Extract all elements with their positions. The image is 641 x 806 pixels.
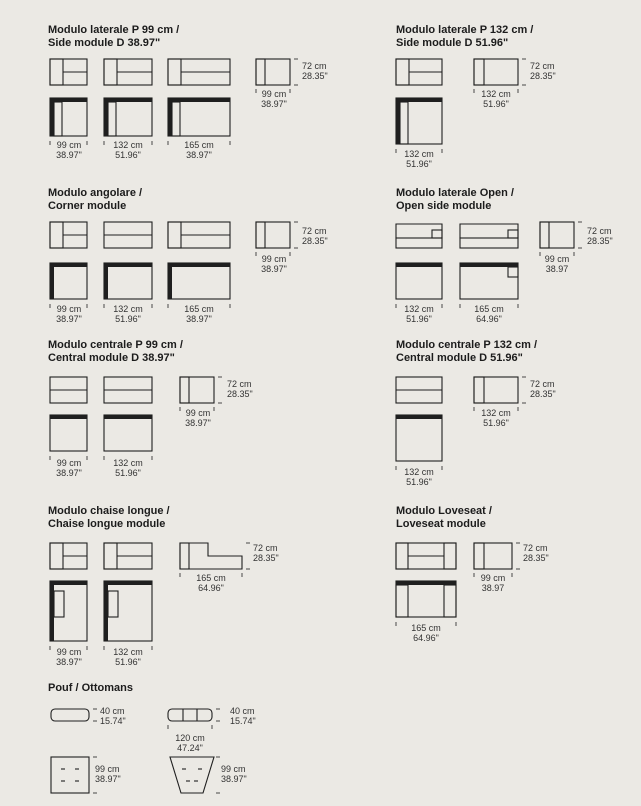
chaise-elevation-132: [104, 543, 152, 569]
central99-elevation-99: [50, 377, 87, 403]
dim-width-132: 132 cm 51.96": [113, 647, 143, 667]
dim-depth: 99 cm 38.97": [95, 764, 121, 784]
dim-depth: 99 cm 38.97": [185, 408, 211, 428]
dim-depth: 132 cm 51.96": [481, 408, 511, 428]
side132-elevation: [396, 59, 442, 85]
dim-height: 72 cm 28.35": [587, 226, 613, 246]
dim-width-132: 132 cm 51.96": [404, 149, 434, 169]
corner-elevation-99: [50, 222, 87, 248]
corner-elevation-132: [104, 222, 152, 248]
title-en: Loveseat module: [396, 518, 486, 530]
corner-elevation-165: [168, 222, 230, 248]
title-it: Modulo Loveseat /: [396, 505, 492, 517]
dim-width-132: 132 cm 51.96": [404, 304, 434, 324]
dim-width-132: 132 cm 51.96": [113, 458, 143, 478]
dim-height: 40 cm 15.74": [230, 706, 256, 726]
title-en: Corner module: [48, 200, 127, 212]
side99-elevation-132: [104, 59, 152, 85]
dim-height: 72 cm 28.35": [227, 379, 253, 399]
side99-elevation-99: [50, 59, 87, 85]
title-it: Modulo centrale P 132 cm /: [396, 339, 538, 351]
dim-height: 40 cm 15.74": [100, 706, 126, 726]
open-side-view: [540, 222, 582, 256]
dim-width-165: 165 cm 64.96": [474, 304, 504, 324]
corner-plan-165: [168, 263, 230, 308]
title-it: Modulo laterale Open /: [396, 187, 514, 199]
corner-plan-99: [50, 263, 87, 308]
dim-depth: 99 cm 38.97": [261, 254, 287, 274]
chaise-side-view: [180, 543, 250, 577]
open-plan-165: [460, 263, 518, 308]
pouf-plan-square: [51, 757, 97, 793]
title-it: Modulo laterale P 132 cm /: [396, 24, 534, 36]
loveseat-elevation: [396, 543, 456, 569]
chaise-plan-132: [104, 581, 152, 650]
dim-width-99: 99 cm 38.97": [56, 304, 82, 324]
title-en: Chaise longue module: [48, 518, 166, 530]
pouf-elevation-square: [51, 709, 97, 721]
side99-elevation-165: [168, 59, 230, 85]
dim-height: 72 cm 28.35": [302, 226, 328, 246]
central99-side-view: [180, 377, 222, 411]
dim-width-165: 165 cm 38.97": [184, 140, 214, 160]
side132-plan: [396, 98, 442, 153]
dim-width-132: 132 cm 51.96": [404, 467, 434, 487]
dim-height: 72 cm 28.35": [523, 543, 549, 563]
open-elevation-165: [460, 224, 518, 248]
open-plan-132: [396, 263, 442, 308]
central132-elevation: [396, 377, 442, 403]
dim-depth: 99 cm 38.97": [221, 764, 247, 784]
side99-side-view: [256, 59, 298, 93]
dim-width-99: 99 cm 38.97": [56, 458, 82, 478]
loveseat-plan: [396, 581, 456, 626]
dim-depth: 99 cm 38.97": [261, 89, 287, 109]
dim-width-99: 99 cm 38.97": [56, 647, 82, 667]
title-it: Modulo angolare /: [48, 187, 143, 199]
loveseat-side-view: [474, 543, 520, 577]
title: Pouf / Ottomans: [48, 682, 133, 694]
side99-plan-132: [104, 98, 152, 145]
title-en: Side module D 51.96": [396, 37, 509, 49]
dim-height: 72 cm 28.35": [302, 61, 328, 81]
central99-plan-132: [104, 415, 152, 460]
pouf-plan-trapezoid: [170, 757, 220, 793]
dim-depth: 132 cm 51.96": [481, 89, 511, 109]
title-en: Side module D 38.97": [48, 37, 161, 49]
dim-height: 72 cm 28.35": [530, 379, 556, 399]
pouf-elevation-trapezoid: [168, 709, 220, 729]
dim-width-99: 99 cm 38.97": [56, 140, 82, 160]
title-it: Modulo laterale P 99 cm /: [48, 24, 180, 36]
title-en: Central module D 51.96": [396, 352, 523, 364]
title-en: Central module D 38.97": [48, 352, 175, 364]
title-it: Modulo chaise longue /: [48, 505, 170, 517]
dim-depth: 165 cm 64.96": [196, 573, 226, 593]
dim-height: 72 cm 28.35": [530, 61, 556, 81]
dim-depth: 99 cm 38.97: [480, 573, 506, 593]
central132-side-view: [474, 377, 526, 411]
chaise-plan-99: [50, 581, 87, 650]
dim-width-165: 165 cm 64.96": [411, 623, 441, 643]
side99-plan-99: [50, 98, 87, 145]
dim-width-132: 132 cm 51.96": [113, 304, 143, 324]
chaise-elevation-99: [50, 543, 87, 569]
dim-depth: 99 cm 38.97: [544, 254, 570, 274]
dim-width-120: 120 cm 47.24": [175, 733, 205, 753]
central99-elevation-132: [104, 377, 152, 403]
title-it: Modulo centrale P 99 cm /: [48, 339, 183, 351]
central99-plan-99: [50, 415, 87, 460]
title-en: Open side module: [396, 200, 492, 212]
dim-width-132: 132 cm 51.96": [113, 140, 143, 160]
side132-side-view: [474, 59, 526, 93]
dim-height: 72 cm 28.35": [253, 543, 279, 563]
corner-side-view: [256, 222, 298, 256]
dim-width-165: 165 cm 38.97": [184, 304, 214, 324]
side99-plan-165: [168, 98, 230, 145]
corner-plan-132: [104, 263, 152, 308]
open-elevation-132: [396, 224, 442, 248]
central132-plan: [396, 415, 442, 470]
